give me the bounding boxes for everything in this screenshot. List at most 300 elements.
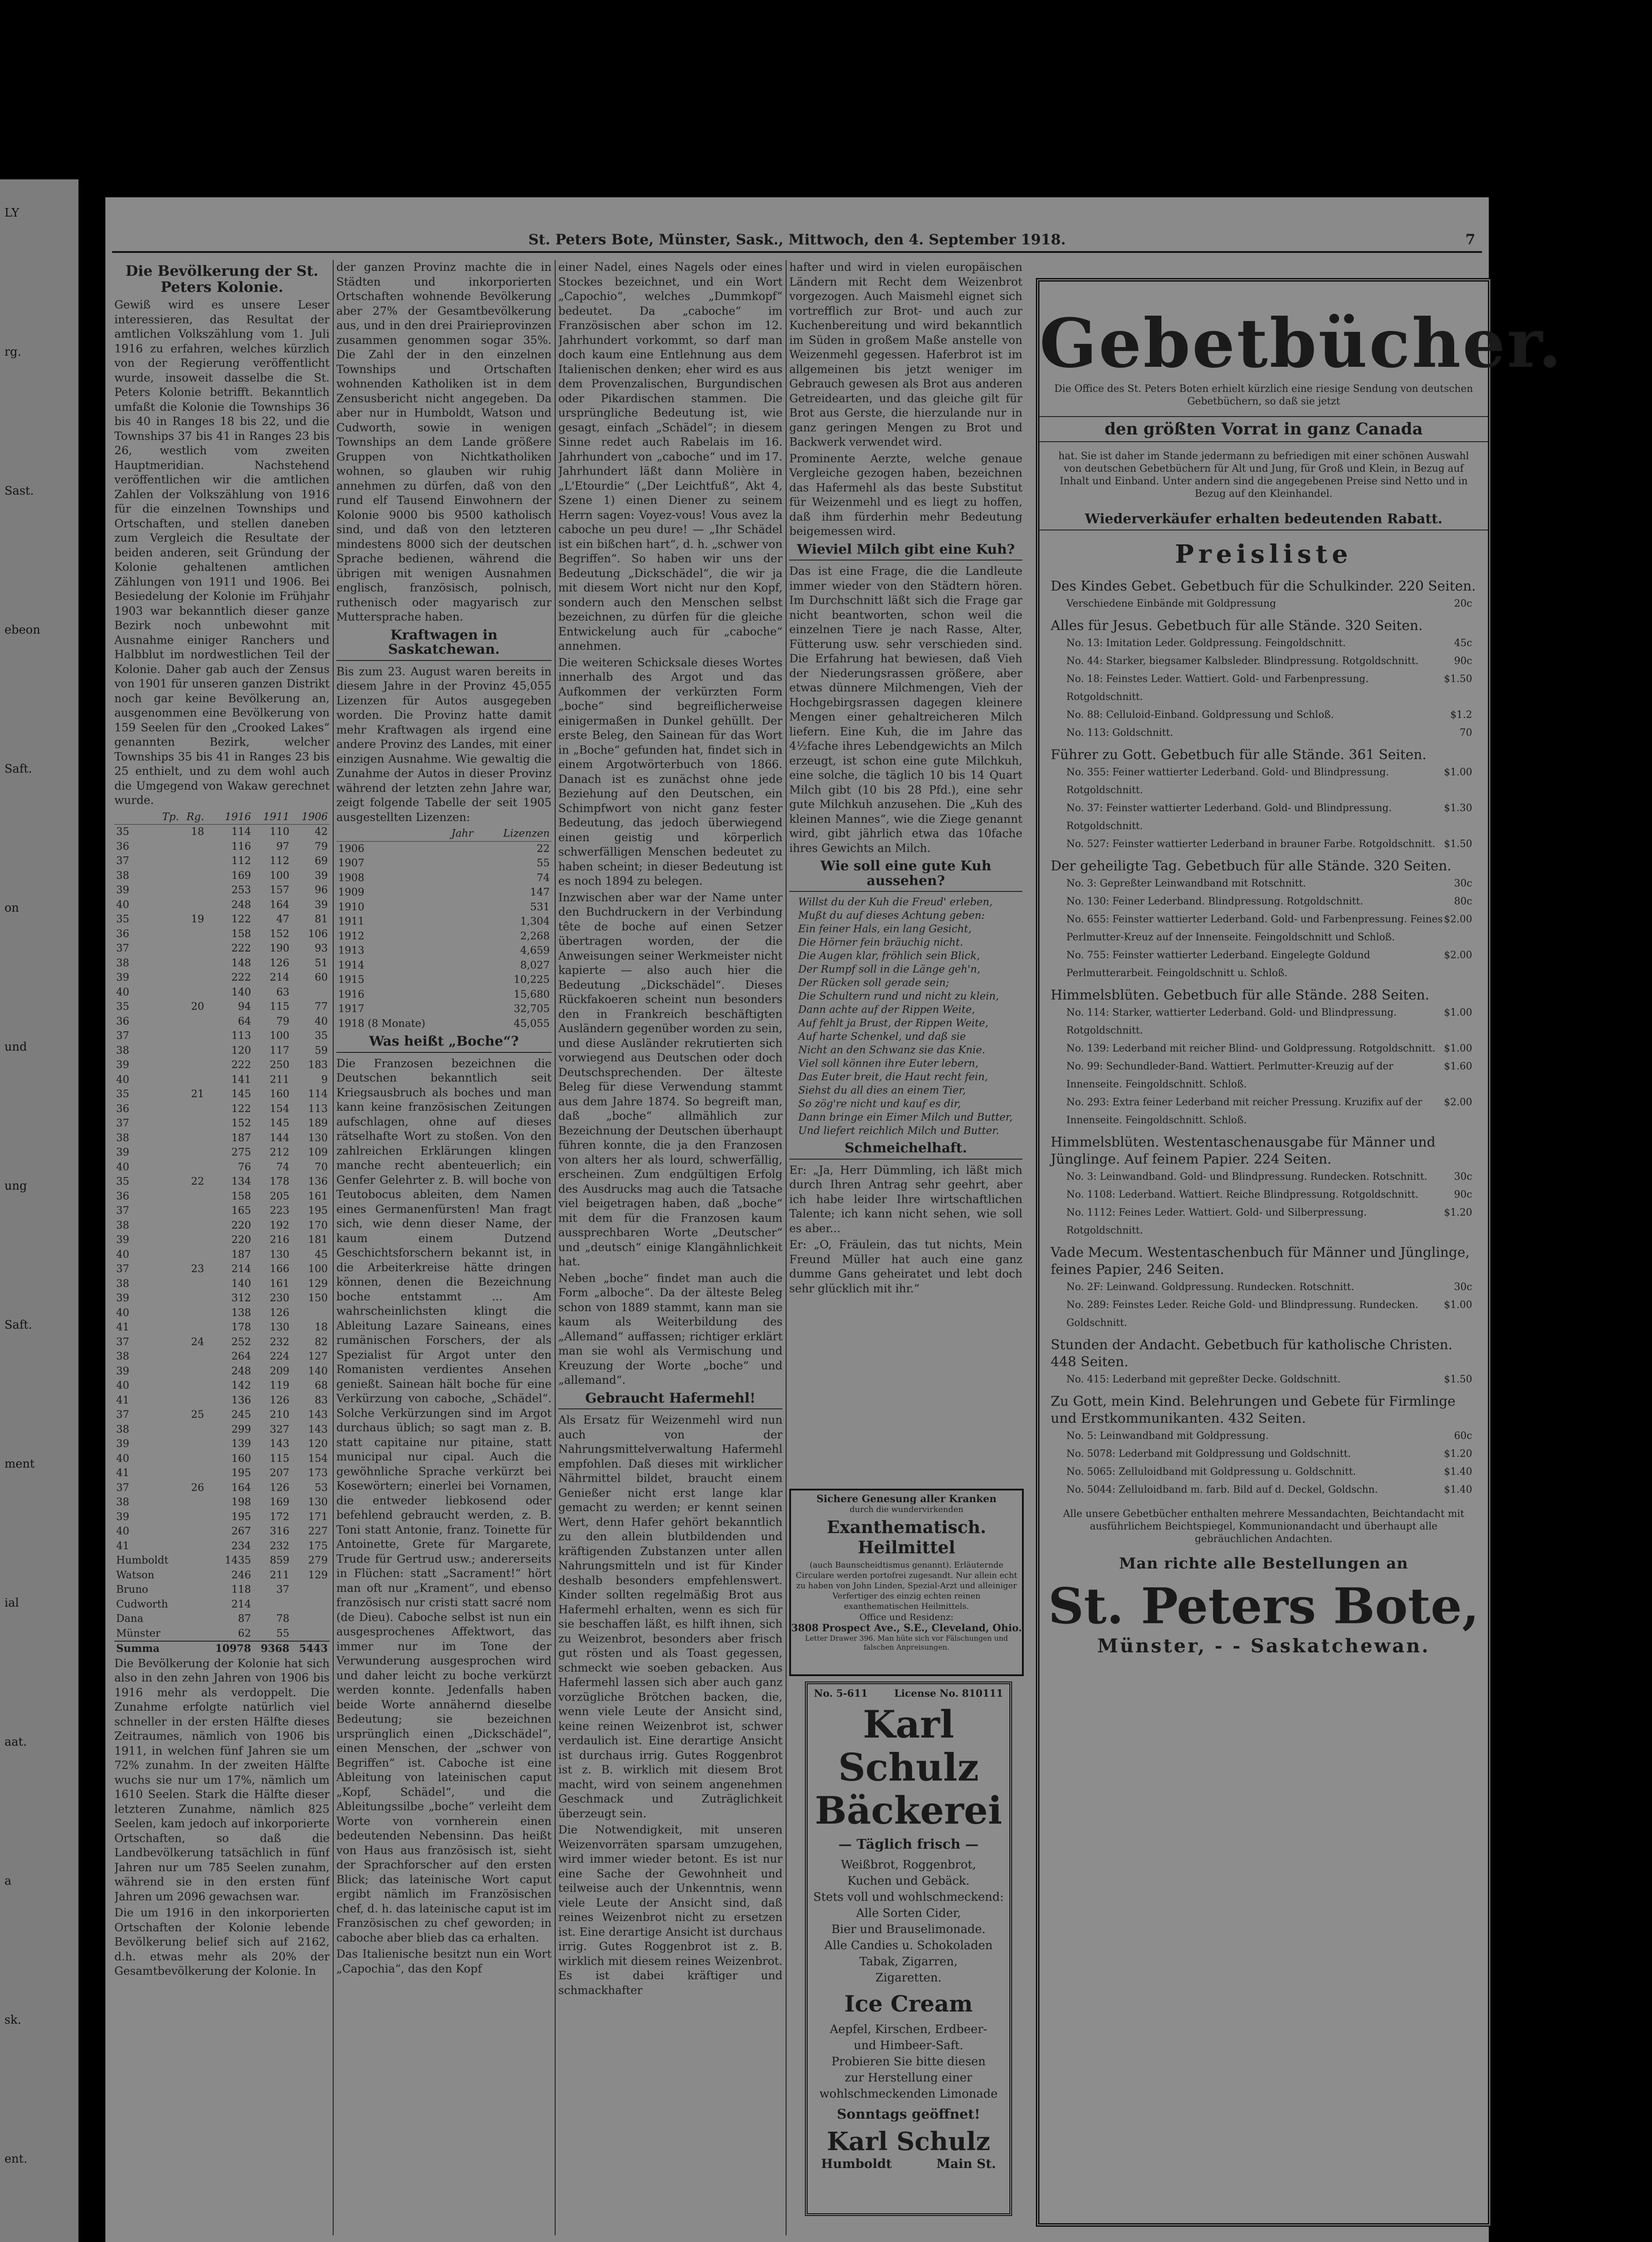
table-cell: 40 bbox=[116, 1161, 130, 1173]
article-paragraph: Neben „boche“ findet man auch die Form „alboche“. Da der älteste Beleg schon von 1889 stammt, kann man sie kaum als Weiterbildung des „Allemand“ auffassen; richtiger erklärt man sie wohl als Vermischung und Kreuzung der Worte „boche“ und „allemand“. bbox=[558, 1271, 783, 1386]
table-cell: 23 bbox=[191, 1263, 204, 1275]
table-cell: 250 bbox=[270, 1059, 290, 1071]
table-cell: 21 bbox=[191, 1088, 204, 1100]
book-variant bbox=[1066, 652, 1472, 670]
table-cell: 207 bbox=[270, 1467, 290, 1479]
table-cell: 26 bbox=[191, 1482, 204, 1494]
table-cell: 126 bbox=[270, 1307, 290, 1319]
gebetbuecher-dealer-note: Wiederverkäufer erhalten bedeutenden Rabatt. bbox=[1039, 508, 1488, 530]
ad-heilmittel-body: (auch Baunscheidtismus genannt). Erläuternde Circulare werden portofrei zugesandt. Nur allein echt zu haben von John Linden, Spezial-Arzt und alleiniger Verfertiger des einzig echten reinen exanthematischen Heilmittels. bbox=[796, 1560, 1017, 1611]
table-cell bbox=[291, 1582, 330, 1597]
table-cell: 38 bbox=[116, 1277, 130, 1290]
table-cell: 96 bbox=[314, 884, 328, 896]
article-title-population: Die Bevölkerung der St. Peters Kolonie. bbox=[125, 262, 319, 295]
table-cell: 112 bbox=[270, 855, 290, 867]
book-variant-price: 70 bbox=[1460, 727, 1472, 739]
table-row bbox=[114, 1335, 330, 1350]
table-cell: 178 bbox=[231, 1321, 251, 1333]
table-cell: 20 bbox=[191, 1001, 204, 1012]
table-cell bbox=[181, 869, 206, 883]
gebetbuecher-banner: den größten Vorrat in ganz Canada bbox=[1039, 416, 1488, 442]
table-cell: 120 bbox=[308, 1438, 328, 1450]
table-cell: 130 bbox=[270, 1248, 290, 1260]
table-cell: 126 bbox=[270, 957, 290, 969]
order-instruction: Man richte alle Bestellungen an bbox=[1119, 1555, 1409, 1573]
table-cell: 19 bbox=[191, 913, 204, 925]
book-variant-price: $1.60 bbox=[1444, 1061, 1472, 1072]
table-cell: 232 bbox=[270, 1336, 290, 1348]
book-variant-desc: No. 527: Feinster wattierter Lederband in brauner Farbe. Rotgoldschnitt. bbox=[1066, 839, 1435, 850]
table-cell: 35 bbox=[116, 1001, 130, 1012]
table-cell: 1,304 bbox=[520, 916, 550, 927]
ad-item: zur Herstellung einer bbox=[844, 2071, 973, 2085]
table-cell: 209 bbox=[270, 1365, 290, 1377]
article-title-boche: Was heißt „Boche“? bbox=[336, 1034, 552, 1053]
article-title-milch: Wieviel Milch gibt eine Kuh? bbox=[789, 543, 1022, 561]
table-cell: 113 bbox=[308, 1103, 328, 1115]
fragment-text: Saft. bbox=[4, 1318, 32, 1332]
book-variant-desc: No. 289: Feinstes Leder. Reiche Gold- und Blindpressung. Rundecken. Goldschnitt. bbox=[1066, 1299, 1418, 1329]
poem-line: Die Hörner fein bräuchig nicht. bbox=[798, 937, 963, 948]
book-variant bbox=[1066, 764, 1472, 799]
license-number-1: No. 5-611 bbox=[814, 1688, 868, 1699]
table-cell: 32,705 bbox=[513, 1003, 550, 1015]
table-cell: 38 bbox=[116, 1132, 130, 1144]
table-row bbox=[114, 985, 330, 1000]
article-title-schmeichelhaft: Schmeichelhaft. bbox=[789, 1141, 1022, 1160]
table-row bbox=[114, 839, 330, 854]
table-row bbox=[114, 1087, 330, 1102]
book-entry-title: Himmelsblüten. Westentaschenausgabe für Männer und Jünglinge. Auf feinem Papier. 224 Seiten. bbox=[1051, 1134, 1436, 1167]
table-cell bbox=[181, 1043, 206, 1058]
book-variant bbox=[1066, 1186, 1472, 1204]
poem-line: Die Augen klar, fröhlich sein Blick, bbox=[798, 950, 980, 962]
ad-baeckerei bbox=[805, 1682, 1012, 2216]
table-cell: 1907 bbox=[338, 857, 365, 869]
table-cell: 140 bbox=[308, 1365, 328, 1377]
book-variant-price: $1.20 bbox=[1444, 1207, 1472, 1218]
table-cell: 164 bbox=[270, 899, 290, 911]
table-cell: 100 bbox=[308, 1263, 328, 1275]
table-cell: 129 bbox=[308, 1569, 328, 1581]
table-cell: 198 bbox=[231, 1496, 251, 1508]
book-entry-title: Vade Mecum. Westentaschenbuch für Männer und Jünglinge, feines Papier, 246 Seiten. bbox=[1051, 1245, 1470, 1277]
ad-item: Aepfel, Kirschen, Erdbeer- bbox=[830, 2023, 987, 2036]
table-cell: 195 bbox=[231, 1511, 251, 1523]
table-cell: 173 bbox=[308, 1467, 328, 1479]
table-cell bbox=[181, 1291, 206, 1306]
book-variant-desc: No. 5065: Zelluloidband mit Goldpressung u. Goldschnitt. bbox=[1066, 1466, 1356, 1477]
table-cell: 246 bbox=[231, 1569, 251, 1581]
table-header: Tp. bbox=[114, 810, 181, 825]
table-cell: 145 bbox=[270, 1117, 290, 1129]
table-cell: 39 bbox=[116, 972, 130, 983]
column-4 bbox=[789, 260, 1022, 1464]
table-cell: 38 bbox=[116, 1044, 130, 1056]
table-cell: 160 bbox=[270, 1088, 290, 1100]
table-cell bbox=[181, 1539, 206, 1554]
table-cell: 143 bbox=[308, 1423, 328, 1435]
table-header: Rg. bbox=[181, 810, 206, 825]
book-variant bbox=[1066, 799, 1472, 835]
table-row bbox=[114, 1189, 330, 1204]
table-cell bbox=[181, 1568, 206, 1583]
article-paragraph: hafter und wird in vielen europäischen Ländern mit Recht dem Weizenbrot vorgezogen. Auch Maismehl eignet sich vortrefflich zur Brot- und auch zur Kuchenbereitung und wird bekanntlich im Süden in großem Maße anstelle von Weizenmehl gegessen. Haferbrot ist im allgemeinen bis jetzt weniger im Gebrauch gewesen als Brot aus anderen Getreidearten, und das gleiche gilt für Brot aus Gerste, die hierzulande nur in ganz geringen Mengen zu Brot und Backwerk verwendet wird. bbox=[789, 261, 1022, 448]
poem-line: Und liefert reichlich Milch und Butter. bbox=[798, 1125, 1000, 1137]
table-cell: 37 bbox=[116, 1117, 130, 1129]
table-cell: 22 bbox=[536, 843, 550, 855]
table-cell: 24 bbox=[191, 1336, 204, 1348]
table-cell bbox=[291, 1597, 330, 1612]
table-cell: 118 bbox=[231, 1584, 251, 1595]
ad-item: wohlschmeckenden Limonade bbox=[819, 2087, 998, 2101]
gebetbuecher-title: Gebetbücher. bbox=[1039, 304, 1564, 383]
table-cell bbox=[181, 1320, 206, 1335]
table-row bbox=[114, 1014, 330, 1029]
table-cell: 224 bbox=[270, 1351, 290, 1362]
table-cell: 39 bbox=[314, 899, 328, 911]
table-cell: 183 bbox=[308, 1059, 328, 1071]
ad-item: Probieren Sie bitte diesen bbox=[831, 2055, 986, 2068]
gebetbuecher-note: Alle unsere Gebetbücher enthalten mehrere Messandachten, Beichtandacht mit ausführlichem Beichtspiegel, Kommunionandacht und überhaupt alle gebräuchlichen Andachten. bbox=[1063, 1508, 1465, 1545]
table-row bbox=[114, 825, 330, 839]
table-cell bbox=[181, 1102, 206, 1117]
table-row bbox=[114, 927, 330, 942]
poem-line: Das Euter breit, die Haut recht fein, bbox=[798, 1071, 988, 1083]
table-cell: Münster bbox=[116, 1627, 161, 1639]
table-cell: 39 bbox=[116, 1234, 130, 1246]
article-paragraph: Die Notwendigkeit, mit unseren Weizenvorräten sparsam umzugehen, wird immer wieder betont. Es ist nur eine Sache der Gewohnheit und teilweise auch der Unkenntnis, wenn viele Leute der Ansicht sind, daß reines Weizenbrot nicht zu ersetzen ist. Eine derartige Ansicht ist durchaus irrig. Gutes Roggenbrot ist z. B. wirklich mit diesem reines Weizenbrot. Es ist dabei kräftiger und schmackhafter bbox=[558, 1823, 783, 1997]
article-title-kuh: Wie soll eine gute Kuh aussehen? bbox=[789, 859, 1022, 892]
poem-line: So zög're nicht und kauf es dir, bbox=[798, 1098, 961, 1110]
gebetbuecher-description: hat. Sie ist daher im Stande jedermann zu befriedigen mit einer schönen Auswahl von deutschen Gebetbüchern für Alt und Jung, für Groß und Klein, in Bezug auf Inhalt und Einband. Unter andern sind die angegebenen Preise sind Netto und in Bezug auf den Kleinhandel. bbox=[1058, 451, 1469, 500]
table-cell bbox=[181, 1189, 206, 1204]
book-variant-desc: No. 293: Extra feiner Lederband mit reicher Pressung. Kruzifix auf der Innenseite. Feingoldschnitt. Schloß. bbox=[1066, 1097, 1422, 1126]
table-cell: 181 bbox=[308, 1234, 328, 1246]
ad-baeckerei-title: Bäckerei bbox=[815, 1788, 1002, 1833]
book-variant-price: $2.00 bbox=[1444, 950, 1472, 961]
fragment-text: und bbox=[4, 1040, 27, 1054]
table-cell: 35 bbox=[314, 1030, 328, 1042]
table-cell: 1435 bbox=[225, 1555, 251, 1566]
book-variant-price: $1.00 bbox=[1444, 1299, 1472, 1311]
table-row bbox=[114, 1160, 330, 1175]
book-variant-price: 30c bbox=[1454, 878, 1472, 889]
table-cell: 316 bbox=[270, 1525, 290, 1537]
table-cell: 136 bbox=[308, 1176, 328, 1187]
book-entry-title: Stunden der Andacht. Gebetbuch für katholische Christen. 448 Seiten. bbox=[1051, 1337, 1453, 1370]
table-row bbox=[114, 1495, 330, 1510]
table-cell: 106 bbox=[308, 928, 328, 940]
table-cell: 35 bbox=[116, 913, 130, 925]
table-cell: 97 bbox=[276, 840, 290, 852]
table-cell: 93 bbox=[314, 943, 328, 954]
table-row bbox=[336, 1017, 552, 1031]
table-cell: 100 bbox=[270, 869, 290, 882]
table-cell bbox=[181, 1510, 206, 1525]
table-cell: 39 bbox=[116, 1147, 130, 1158]
table-row bbox=[114, 956, 330, 971]
table-cell: 41 bbox=[116, 1540, 130, 1552]
book-variant-desc: No. 3: Gepreßter Leinwandband mit Rotschnitt. bbox=[1066, 878, 1306, 889]
table-cell: 110 bbox=[270, 826, 290, 838]
article-paragraph: der ganzen Provinz machte die in Städten und inkorporierten Ortschaften wohnende Bevölkerung aber 27% der Gesamtbevölkerung aus, und in den drei Prairieprovinzen zusammen genommen sogar 35%. Die Zahl der in den einzelnen Townships und Ortschaften wohnenden Katholiken ist in dem Zensusbericht nicht angegeben. Da aber nur in Humboldt, Watson und Cudworth, sowie in wenigen Townships an dem Lande größere Gruppen von Nichtkatholiken wohnen, so glauben wir ruhig annehmen zu dürfen, daß von den rund elf Tausend Einwohnern der Kolonie 9000 bis 9500 katholisch sind, und daß von den letzteren mindestens 8000 sich der deutschen Sprache bedienen, während die übrigen mit wenigen Ausnahmen englisch, französisch, polnisch, ruthenisch oder magyarisch zur Muttersprache haben. bbox=[336, 261, 552, 623]
table-sum-cell: Summa bbox=[114, 1641, 206, 1656]
book-variant bbox=[1066, 1463, 1472, 1481]
table-cell: 248 bbox=[231, 1365, 251, 1377]
table-row bbox=[114, 1451, 330, 1466]
table-cell: 248 bbox=[231, 899, 251, 911]
table-row bbox=[114, 1553, 330, 1568]
table-cell: 40 bbox=[116, 1525, 130, 1537]
poem-line: Der Rücken soll gerade sein; bbox=[798, 977, 949, 989]
table-cell: 141 bbox=[231, 1073, 251, 1086]
table-cell: 39 bbox=[116, 884, 130, 896]
table-row bbox=[114, 1378, 330, 1393]
table-cell bbox=[291, 1626, 330, 1642]
table-cell: 312 bbox=[231, 1292, 251, 1304]
table-cell: 140 bbox=[231, 986, 251, 998]
publisher-place: Münster, - - Saskatchewan. bbox=[1097, 1635, 1430, 1657]
book-variant-desc: No. 130: Feiner Lederband. Blindpressung. Rotgoldschnitt. bbox=[1066, 896, 1363, 907]
article-paragraph: Die Bevölkerung der Kolonie hat sich also in den zehn Jahren von 1906 bis 1916 mehr als verdoppelt. Die Zunahme erfolgte natürlich viel schneller in der ersten Hälfte dieses Zeitraumes, nämlich von 1906 bis 1911, in welchen fünf Jahren sie um 72% zunahm. In der zweiten Hälfte wuchs sie nur um 17%, nämlich um 1610 Seelen. Stark die Hälfte dieser letzteren Zunahme, nämlich 825 Seelen, kam jedoch auf inkorporierte Ortschaften, so daß die Landbevölkerung tatsächlich in fünf Jahren nur um 785 Seelen zunahm, während sie in den ersten fünf Jahren um 2096 gewachsen war. bbox=[114, 1656, 330, 1903]
ad-item: Bier und Brauselimonade. bbox=[831, 1923, 986, 1936]
table-header: 1906 bbox=[291, 810, 330, 825]
table-cell: 18 bbox=[314, 1321, 328, 1333]
table-cell: 38 bbox=[116, 1219, 130, 1231]
poem-line: Willst du der Kuh die Freud' erleben, bbox=[798, 896, 993, 908]
table-row bbox=[114, 1612, 330, 1626]
table-cell: 45 bbox=[314, 1248, 328, 1260]
table-cell: 35 bbox=[116, 826, 130, 838]
table-row bbox=[114, 1364, 330, 1379]
table-cell bbox=[181, 1393, 206, 1408]
column-1 bbox=[114, 260, 330, 2235]
table-cell: 113 bbox=[231, 1030, 251, 1042]
book-variant bbox=[1066, 1168, 1472, 1186]
table-cell: 195 bbox=[308, 1205, 328, 1217]
table-cell: 127 bbox=[308, 1351, 328, 1362]
header-masthead-line: St. Peters Bote, Münster, Sask., Mittwoch, den 4. September 1918. bbox=[528, 231, 1066, 248]
table-cell: 69 bbox=[314, 855, 328, 867]
table-cell: 211 bbox=[270, 1073, 290, 1086]
ad-item: Weißbrot, Roggenbrot, bbox=[841, 1858, 976, 1872]
table-cell: 42 bbox=[314, 826, 328, 838]
book-entry-title: Alles für Jesus. Gebetbuch für alle Stände. 320 Seiten. bbox=[1051, 618, 1423, 634]
table-cell bbox=[181, 1524, 206, 1539]
table-cell: 36 bbox=[116, 1103, 130, 1115]
table-row bbox=[336, 871, 552, 886]
book-variant-price: $1.00 bbox=[1444, 767, 1472, 778]
book-variant bbox=[1066, 911, 1472, 947]
book-entry-title: Des Kindes Gebet. Gebetbuch für die Schulkinder. 220 Seiten. bbox=[1051, 578, 1476, 594]
ad-item: Kuchen und Gebäck. bbox=[847, 1874, 970, 1888]
book-variant bbox=[1066, 947, 1472, 982]
table-cell: 78 bbox=[276, 1613, 290, 1625]
table-cell: 37 bbox=[116, 943, 130, 954]
table-row bbox=[114, 1539, 330, 1554]
poem-line: Der Rumpf soll in die Länge geh'n, bbox=[798, 964, 981, 975]
ad-ice-cream: Ice Cream bbox=[844, 1990, 973, 2017]
table-cell bbox=[181, 1364, 206, 1379]
book-variant-desc: Verschiedene Einbände mit Goldpressung bbox=[1066, 598, 1276, 609]
table-cell: 220 bbox=[231, 1234, 251, 1246]
table-cell: 39 bbox=[116, 1438, 130, 1450]
article-paragraph: Das ist eine Frage, die die Landleute immer wieder von den Städtern hören. Im Durchschnitt läßt sich die Frage gar nicht beantworten, schon weil die einzelnen Tiere je nach Rasse, Alter, Fütterung usw. sehr verschieden sind. Die Erfahrung hat bewiesen, daß Vieh der Niederungsrassen größere, aber etwas dünnere Milchmengen, Vieh der Hochgebirgsrassen dagegen kleinere Mengen einer gehaltreicheren Milch liefern. Eine Kuh, die im Jahre das 4½fache ihres Lebendgewichts an Milch erzeugt, ist schon eine gute Milchkuh, eine solche, die täglich 10 bis 14 Quart Milch gibt (10 bis 28 Pfd.), eine sehr gute Milchkuh anzusehen. Die „Kuh des kleinen Mannes“, wie die Ziege genannt wird, gibt jährlich etwa das 10fache ihres Gewichts an Milch. bbox=[789, 565, 1022, 855]
table-row bbox=[114, 1204, 330, 1218]
poem-line: Viel soll können ihre Euter lebern, bbox=[798, 1058, 978, 1069]
ad-heilmittel-office: Office und Residenz: bbox=[859, 1612, 954, 1622]
table-sum-cell: 10978 bbox=[206, 1641, 253, 1656]
table-row bbox=[114, 1597, 330, 1612]
table-cell: 81 bbox=[314, 913, 328, 925]
book-variant bbox=[1066, 1004, 1472, 1040]
table-cell: 222 bbox=[231, 1059, 251, 1071]
table-cell: 158 bbox=[231, 1190, 251, 1202]
table-cell: 216 bbox=[270, 1234, 290, 1246]
table-cell: 154 bbox=[270, 1103, 290, 1115]
table-row bbox=[114, 1058, 330, 1073]
table-header: 1916 bbox=[206, 810, 253, 825]
header-rule bbox=[112, 251, 1482, 253]
book-variant-desc: No. 415: Lederband mit gepreßter Decke. Goldschnitt. bbox=[1066, 1374, 1341, 1385]
table-row bbox=[336, 973, 552, 987]
table-cell: 109 bbox=[308, 1147, 328, 1158]
book-variant-price: $1.00 bbox=[1444, 1043, 1472, 1054]
table-cell: 130 bbox=[308, 1496, 328, 1508]
book-variant bbox=[1066, 595, 1472, 613]
table-cell bbox=[181, 1218, 206, 1233]
table-cell: 144 bbox=[270, 1132, 290, 1144]
table-cell: 40 bbox=[116, 1452, 130, 1464]
table-header: 1911 bbox=[253, 810, 291, 825]
table-row bbox=[114, 1510, 330, 1525]
table-cell: 145 bbox=[231, 1088, 251, 1100]
table-cell: 130 bbox=[308, 1132, 328, 1144]
table-row bbox=[114, 1393, 330, 1408]
book-variant-desc: No. 99: Sechundleder-Band. Wattiert. Perlmutter-Kreuzig auf der Innenseite. Feingoldschnitt. Schloß. bbox=[1066, 1061, 1393, 1090]
table-cell bbox=[181, 927, 206, 942]
table-cell: 36 bbox=[116, 840, 130, 852]
book-variant-desc: No. 139: Lederband mit reicher Blind- und Goldpressung. Rotgoldschnitt. bbox=[1066, 1043, 1436, 1054]
book-variant bbox=[1066, 1427, 1472, 1445]
table-cell: 211 bbox=[270, 1569, 290, 1581]
table-cell: 214 bbox=[231, 1263, 251, 1275]
table-cell bbox=[181, 985, 206, 1000]
book-variant bbox=[1066, 893, 1472, 911]
table-cell: 1913 bbox=[338, 945, 365, 956]
ad-baeckerei-name: Karl Schulz bbox=[838, 1702, 979, 1790]
ad-license-row bbox=[808, 1684, 1009, 1703]
gebetbuecher-ad bbox=[1036, 278, 1564, 2227]
fragment-text: rg. bbox=[4, 345, 22, 359]
table-cell: 64 bbox=[238, 1015, 251, 1027]
table-row bbox=[114, 1233, 330, 1247]
article-paragraph: Als Ersatz für Weizenmehl wird nun auch von der Nahrungsmittelverwaltung Hafermehl empfohlen. Daß dieses mit wirklicher Nährmittel bildet, braucht einem Genießer nicht erst lange klar gemacht zu werden; er kennt seinen Wert, denn Hafer gehört bekanntlich zu den allein blutbildenden und kräftigenden Zubstanzen unter allen Nahrungsmitteln und ist für Kinder deshalb besonders empfehlenswert. Kinder sollten regelmäßig Brot aus Hafermehl erhalten, wenn es sich für sie beschaffen läßt, es hilft ihnen, sich zu Weizenbrot, besonders aber frisch gut rösten und als Toast gegessen, schmeckt wie soeben gebacken. Aus Hafermehl lassen sich aber auch ganz vorzügliche Brötchen backen, die, wenn viele Leute der Ansicht sind, keine reinen Weizenbrot ist, schwer verdaulich ist. Eine derartige Ansicht ist durchaus irrig. Gutes Roggenbrot ist z. B. wirklich mit diesem Brot macht, wird von seinem angenehmen Geschmack und Zuträglichkeit überzeugt sein. bbox=[558, 1413, 783, 1820]
table-cell bbox=[181, 1160, 206, 1175]
table-cell: 39 bbox=[314, 869, 328, 882]
table-cell: 161 bbox=[270, 1277, 290, 1290]
table-cell: 74 bbox=[276, 1161, 290, 1173]
book-variant-price: 60c bbox=[1454, 1430, 1472, 1442]
table-cell bbox=[181, 1073, 206, 1087]
book-variant-desc: No. 655: Feinster wattierter Lederband. Gold- und Farbenpressung. Feines Perlmutter-Kreuz auf der Innenseite. Feingoldschnitt und Schloß. bbox=[1066, 914, 1443, 943]
book-variant-price: 30c bbox=[1454, 1171, 1472, 1182]
book-variant-price: $1.30 bbox=[1444, 803, 1472, 814]
article-paragraph: Gewiß wird es unsere Leser interessieren, das Resultat der amtlichen Volkszählung vom 1. Juli 1916 zu erfahren, welches kürzlich von der Regierung veröffentlicht wurde, insoweit dasselbe die St. Peters Kolonie betrifft. Bekanntlich umfaßt die Kolonie die Townships 36 bis 40 in Ranges 18 bis 22, und die Townships 37 bis 41 in Ranges 23 bis 26, westlich vom zweiten Hauptmeridian. Nachstehend veröffentlichen wir die amtlichen Zahlen der Volkszählung von 1916 für die einzelnen Townships und Ortschaften, und stellen daneben zum Vergleich die Resultate der beiden anderen, seit Gründung der Kolonie gehaltenen amtlichen Zählungen von 1911 und 1906. Bei Besiedelung der Kolonie im Frühjahr 1903 war bekanntlich dieser ganze Bezirk noch unbewohnt mit Ausnahme einiger Ranchers und Halbblut im nordwestlichen Teil der Kolonie. Daher gab auch der Zensus von 1901 für unseren ganzen Distrikt noch gar keine Bevölkerung an, ausgenommen eine Bevölkerung von 159 Seelen für den „Crooked Lakes“ genannten Bezirk, welcher Townships 35 bis 41 in Ranges 23 bis 25 enthielt, und zu dem wohl auch die Umgegend von Wakaw gerechnet wurde. bbox=[114, 298, 330, 807]
table-cell: 1918 (8 Monate) bbox=[338, 1017, 426, 1030]
table-cell: 40 bbox=[116, 899, 130, 911]
table-cell: 222 bbox=[231, 943, 251, 954]
book-variant-price: 20c bbox=[1454, 598, 1472, 609]
fragment-text: Sast. bbox=[4, 484, 34, 498]
table-row bbox=[336, 1002, 552, 1017]
table-cell: 189 bbox=[308, 1117, 328, 1129]
book-variant bbox=[1066, 634, 1472, 652]
table-cell: 37 bbox=[116, 1263, 130, 1275]
book-variant-price: 90c bbox=[1454, 656, 1472, 667]
fragment-text: Saft. bbox=[4, 762, 32, 776]
book-variant-price: $1.50 bbox=[1444, 673, 1472, 685]
table-cell: 187 bbox=[231, 1132, 251, 1144]
column-divider bbox=[786, 260, 787, 2235]
table-cell: 115 bbox=[270, 1452, 290, 1464]
book-variant-price: $1.40 bbox=[1444, 1466, 1472, 1477]
ad-sunday: Sonntags geöffnet! bbox=[837, 2107, 980, 2122]
table-row bbox=[114, 1408, 330, 1422]
ad-heilmittel-title: Exanthematisch. Heilmittel bbox=[826, 1517, 987, 1557]
table-cell: 62 bbox=[238, 1627, 251, 1639]
table-row bbox=[114, 883, 330, 898]
table-cell: 267 bbox=[231, 1525, 251, 1537]
table-cell: 175 bbox=[308, 1540, 328, 1552]
poem-line: Auf harte Schenkel, und daß sie bbox=[798, 1031, 966, 1043]
book-variant-price: $1.20 bbox=[1444, 1448, 1472, 1460]
ad-item: Alle Candies u. Schokoladen bbox=[824, 1939, 993, 1952]
table-cell: Cudworth bbox=[116, 1598, 168, 1610]
table-cell: 15,680 bbox=[513, 988, 550, 1000]
table-row bbox=[114, 1568, 330, 1583]
table-cell: Bruno bbox=[116, 1584, 148, 1595]
table-cell: 164 bbox=[231, 1482, 251, 1494]
table-cell: 227 bbox=[308, 1525, 328, 1537]
fragment-text: ial bbox=[4, 1596, 19, 1610]
table-cell: 117 bbox=[270, 1044, 290, 1056]
book-variant bbox=[1066, 1058, 1472, 1094]
table-cell: 223 bbox=[270, 1205, 290, 1217]
table-cell: 40 bbox=[116, 986, 130, 998]
table-row bbox=[336, 958, 552, 973]
book-variant-desc: No. 1108: Lederband. Wattiert. Reiche Blindpressung. Rotgoldschnitt. bbox=[1066, 1189, 1419, 1200]
book-entry-title: Zu Gott, mein Kind. Belehrungen und Gebete für Firmlinge und Erstkommunikanten. 432 Seiten. bbox=[1051, 1394, 1456, 1426]
price-list bbox=[1039, 578, 1488, 1499]
article-paragraph: Das Italienische besitzt nun ein Wort „Capochia“, das den Kopf bbox=[336, 1947, 552, 1975]
table-cell: 25 bbox=[191, 1409, 204, 1421]
table-cell: 70 bbox=[314, 1161, 328, 1173]
table-cell bbox=[181, 854, 206, 869]
table-row bbox=[114, 1174, 330, 1189]
table-cell: 55 bbox=[536, 857, 550, 869]
publisher-name: St. Peters Bote, bbox=[1048, 1577, 1479, 1635]
book-variant bbox=[1066, 1481, 1472, 1499]
table-cell: 39 bbox=[116, 1292, 130, 1304]
article-paragraph: Die um 1916 in den inkorporierten Ortschaften der Kolonie lebende Bevölkerung belief sich auf 2162, d.h. etwas mehr als 20% der Gesamtbevölkerung der Kolonie. In bbox=[114, 1906, 330, 1977]
table-cell: 214 bbox=[270, 972, 290, 983]
table-cell: 245 bbox=[231, 1409, 251, 1421]
table-cell: 38 bbox=[116, 1423, 130, 1435]
table-cell: 169 bbox=[270, 1496, 290, 1508]
table-cell: 859 bbox=[270, 1555, 290, 1566]
